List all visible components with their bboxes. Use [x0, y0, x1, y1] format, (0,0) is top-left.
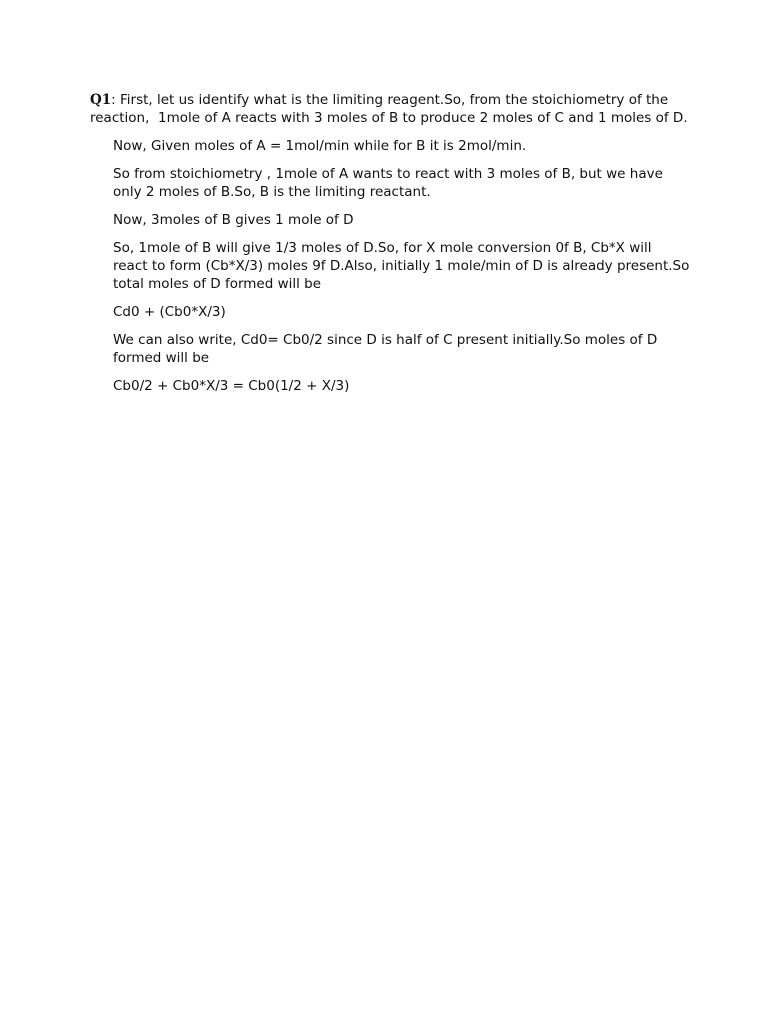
intro-paragraph	[90, 91, 690, 127]
paragraph-b-gives-d: Now, 3moles of B gives 1 mole of D	[113, 212, 354, 228]
intro-text: : First, let us identify what is the limiting reagent.So, from the stoichiometry of the reaction, 1mole of A reacts with 3 moles of B to produce 2 moles of C and 1 moles of D.	[90, 92, 688, 126]
paragraph-cd0: We can also write, Cd0= Cb0/2 since D is half of C present initially.So moles of D formed will be	[113, 332, 658, 366]
paragraph-limiting-reactant: So from stoichiometry , 1mole of A wants to react with 3 moles of B, but we have only 2 moles of B.So, B is the limiting reactant.	[113, 166, 663, 200]
document-page	[90, 91, 690, 405]
equation-final: Cb0/2 + Cb0*X/3 = Cb0(1/2 + X/3)	[113, 378, 350, 394]
question-label: Q1	[90, 92, 112, 108]
equation-total-d: Cd0 + (Cb0*X/3)	[113, 304, 226, 320]
paragraph-given-moles: Now, Given moles of A = 1mol/min while for B it is 2mol/min.	[113, 138, 527, 154]
paragraph-conversion: So, 1mole of B will give 1/3 moles of D.So, for X mole conversion 0f B, Cb*X will react to form (Cb*X/3) moles 9f D.Also, initially 1 mole/min of D is already present.So total moles of D formed will be	[113, 240, 690, 292]
